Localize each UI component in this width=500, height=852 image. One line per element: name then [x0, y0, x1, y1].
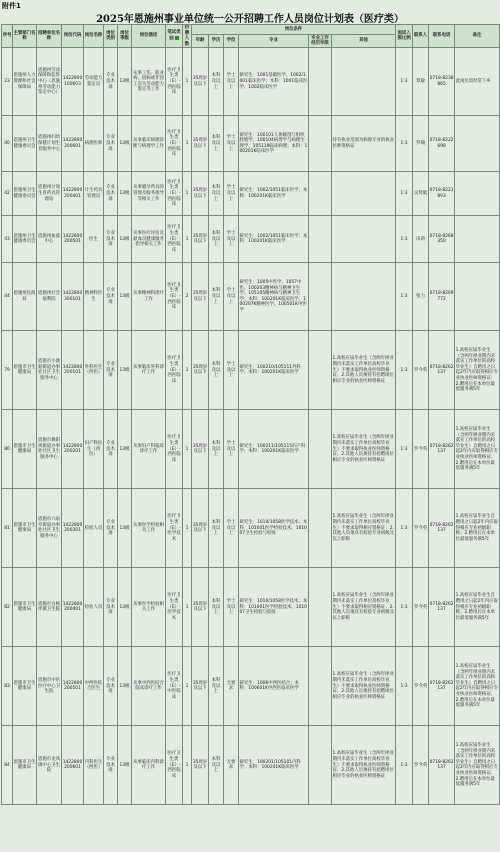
cell-exp — [309, 48, 332, 116]
cell-age: 35周岁及以下 — [192, 489, 209, 568]
cell-remark: 1.高校应届毕业生（含两年择业期内未落实工作单位的高校毕业生）自聘用之日起2年内应取得相应专业执业医师资格证；2.聘用后在本单位最低服务满5年 — [455, 331, 500, 410]
cell-unit: 恩施市六角亭街道办事处社区卫生服务中心 — [37, 489, 62, 568]
cell-contact: 吴贤破 — [413, 172, 429, 216]
table-row — [2, 568, 500, 647]
cell-seq: 23 — [2, 48, 13, 116]
cell-post-name: 病理医师 — [84, 116, 104, 172]
cell-agency: 恩施州卫生健康委员会 — [13, 216, 37, 263]
cell-other: 持有执业范围为病理专业的执业医师资格证 — [332, 116, 396, 172]
cell-other: 1.高校应届毕业生（含两年择业期内未落实工作单位高校毕业生）不要求取得执业医师资格证；2.其他人员须持有招聘岗位相应专业的执业医师资格证 — [332, 647, 396, 726]
cell-seq: 82 — [2, 568, 13, 647]
cell-unit: 恩施州计划生育药具管理站 — [37, 172, 62, 216]
cell-exp — [309, 116, 332, 172]
cell-post-code: 1422800200401 — [62, 172, 84, 216]
table-row — [2, 116, 500, 172]
cell-phone: 0718-8262137 — [429, 331, 455, 410]
cell-remark — [455, 216, 500, 263]
cell-post-cat: 专业技术岗 — [104, 568, 118, 647]
cell-edu: 本科及以上 — [209, 263, 224, 331]
header-post-level: 岗位等级 — [118, 25, 132, 48]
header-agency: 主管部门名称 — [13, 25, 37, 48]
cell-ratio: 1:3 — [396, 116, 413, 172]
table-row — [2, 726, 500, 805]
cell-exam-cat: 医疗卫生类（E）-医学技术 — [166, 568, 183, 647]
cell-age: 35周岁及以下 — [192, 331, 209, 410]
cell-edu: 本科及以上 — [209, 216, 224, 263]
cell-degree: 学士及以上 — [224, 48, 239, 116]
cell-seq: 44 — [2, 263, 13, 331]
cell-desc: 从事医疗评估及献血员健康服务指导相关工作 — [132, 216, 166, 263]
cell-remark: 1.高校应届毕业生自聘用之日起2年内应取得相应专业初级职称；2.聘用后在本单位最低服务满5年 — [455, 489, 500, 568]
cell-contact: 罗今英 — [413, 410, 429, 489]
cell-unit: 恩施市中医医疗中心卫生院 — [37, 647, 62, 726]
cell-post-code: 1422800200601 — [62, 726, 84, 805]
cell-agency: 恩施市卫生健康局 — [13, 489, 37, 568]
cell-degree: 无要求 — [224, 726, 239, 805]
cell-age: 35周岁及以下 — [192, 172, 209, 216]
cell-seq: 79 — [2, 331, 13, 410]
cell-post-level: 13级 — [118, 331, 132, 410]
cell-post-code: 1422800200501 — [62, 647, 84, 726]
cell-post-level: 13级 — [118, 726, 132, 805]
cell-count: 1 — [183, 726, 192, 805]
cell-agency: 恩施市卫生健康局 — [13, 568, 37, 647]
cell-phone: 0718-8262137 — [429, 726, 455, 805]
cell-post-name: 检验人员 — [84, 489, 104, 568]
header-phone: 联系电话 — [429, 25, 455, 48]
cell-contact: 罗今英 — [413, 568, 429, 647]
cell-exam-cat: 医疗卫生类（E）-西医临床 — [166, 410, 183, 489]
cell-remark: 1.高校应届毕业生（含两年择业期内未落实工作单位的高校毕业生）自聘用之日起2年内应取得相应专业执业医师资格证；2.聘用后在本单位最低服务满5年 — [455, 726, 500, 805]
cell-count: 1 — [183, 48, 192, 116]
cell-count: 1 — [183, 410, 192, 489]
cell-exam-cat: 医疗卫生类（E）-医学技术 — [166, 489, 183, 568]
table-row — [2, 489, 500, 568]
cell-seq: 84 — [2, 726, 13, 805]
cell-age: 35周岁及以下 — [192, 48, 209, 116]
cell-phone: 0718-8222698 — [429, 116, 455, 172]
cell-exp — [309, 726, 332, 805]
cell-post-code: 1422800200101 — [62, 331, 84, 410]
header-exp: 专业工作经历年限 — [309, 34, 332, 47]
cell-phone: 0718-8269772 — [429, 263, 455, 331]
cell-major: 研究生：1010/1058医学技术；本科：101001医学检验技术、101007卫生检验与检疫 — [239, 489, 309, 568]
cell-remark: 1.高校应届毕业生（含两年择业期内未落实工作单位的高校毕业生）自聘用之日起2年内应取得相应专业执业医师资格证；2.聘用后在本单位最低服务满5年 — [455, 410, 500, 489]
cell-desc: 从事医学检验相关工作 — [132, 489, 166, 568]
cell-phone: 0718-8262137 — [429, 647, 455, 726]
table-row — [2, 48, 500, 116]
cell-desc: 从事工伤、职业病、因病或非因工丧失劳动能力鉴定等工作 — [132, 48, 166, 116]
cell-seq: 42 — [2, 172, 13, 216]
cell-exam-cat: 医疗卫生类（E）-西医临床 — [166, 331, 183, 410]
cell-major: 研究生：1010/1058医学技术；本科：101001医学检验技术、101007卫生检验与检疫 — [239, 568, 309, 647]
cell-post-name: 劳动能力鉴定员 — [84, 48, 104, 116]
cell-age: 35周岁及以下 — [192, 116, 209, 172]
cell-desc: 从事医学检验相关工作 — [132, 568, 166, 647]
cell-post-cat: 专业技术岗 — [104, 116, 118, 172]
cell-phone: 0718-8262137 — [429, 410, 455, 489]
cell-post-level: 13级 — [118, 216, 132, 263]
cell-remark: 1.高校应届毕业生（含两年择业期内未落实工作单位的高校毕业生）自聘用之日起2年内应取得相应专业执业医师资格证；2.聘用后在本单位最低服务满5年 — [455, 647, 500, 726]
cell-contact: 覃敏 — [413, 48, 429, 116]
cell-exam-cat: 医疗卫生类（E）-中医临床 — [166, 647, 183, 726]
cell-exam-cat: 医疗卫生类（E）-西医临床 — [166, 172, 183, 216]
cell-age: 35周岁及以下 — [192, 263, 209, 331]
cell-post-cat: 专业技术岗 — [104, 489, 118, 568]
cell-other: 1.高校应届毕业生（含两年择业期内未落实工作单位高校毕业生）不要求取得执业医师资格证；2.其他人员须持有招聘岗位相应专业的执业医师资格证 — [332, 331, 396, 410]
cell-phone: 0718-8262137 — [429, 489, 455, 568]
cell-post-code: 1422800200401 — [62, 568, 84, 647]
cell-agency: 恩施州民政局 — [13, 263, 37, 331]
cell-post-code: 1422800100603 — [62, 48, 84, 116]
cell-other — [332, 216, 396, 263]
header-count: 招聘人数 — [183, 25, 192, 48]
cell-agency: 恩施市卫生健康局 — [13, 331, 37, 410]
cell-contact: 罗今英 — [413, 726, 429, 805]
cell-count: 2 — [183, 263, 192, 331]
cell-seq: 83 — [2, 647, 13, 726]
header-seq: 序号 — [2, 25, 13, 48]
cell-count: 1 — [183, 568, 192, 647]
cell-post-cat: 专业技术岗 — [104, 331, 118, 410]
cell-exp — [309, 216, 332, 263]
table-row — [2, 331, 500, 410]
cell-post-cat: 专业技术岗 — [104, 172, 118, 216]
cell-major: 研究生：1006中西医结合；本科：100601K中西医临床医学 — [239, 647, 309, 726]
header-post-cat: 岗位类别 — [104, 25, 118, 48]
cell-edu: 本科及以上 — [209, 568, 224, 647]
cell-remark — [455, 263, 500, 331]
cell-post-code: 1422800200301 — [62, 489, 84, 568]
cell-other — [332, 263, 396, 331]
cell-post-level: 13级 — [118, 410, 132, 489]
cell-seq: 43 — [2, 216, 13, 263]
table-row — [2, 263, 500, 331]
cell-post-level: 13级 — [118, 263, 132, 331]
cell-ratio: 1:3 — [396, 48, 413, 116]
cell-degree: 学士及以上 — [224, 172, 239, 216]
cell-exp — [309, 410, 332, 489]
header-contact: 联系人 — [413, 25, 429, 48]
cell-age: 35周岁及以下 — [192, 647, 209, 726]
cell-edu: 本科及以上 — [209, 116, 224, 172]
cell-unit: 恩施市龙凤镇中心卫生院 — [37, 726, 62, 805]
cell-contact: 罗今英 — [413, 331, 429, 410]
cell-contact: 田莉 — [413, 216, 429, 263]
filter-icon[interactable] — [175, 36, 179, 40]
header-exam-cat-label: 笔试类别 — [167, 30, 181, 42]
cell-exam-cat: 医疗卫生类（E）-西医临床 — [166, 263, 183, 331]
cell-age: 35周岁及以下 — [192, 410, 209, 489]
cell-edu: 本科及以上 — [209, 726, 224, 805]
cell-exp — [309, 489, 332, 568]
cell-count: 1 — [183, 216, 192, 263]
cell-agency: 恩施州卫生健康委员会 — [13, 172, 37, 216]
cell-other: 1.高校应届毕业生（含两年择业期内未落实工作单位高校毕业生）不要求取得执业医师资格证；2.其他人员须持有招聘岗位相应专业的执业医师资格证 — [332, 726, 396, 805]
cell-post-level: 13级 — [118, 489, 132, 568]
cell-exp — [309, 647, 332, 726]
cell-degree: 学士及以上 — [224, 116, 239, 172]
cell-degree: 学士及以上 — [224, 331, 239, 410]
cell-remark — [455, 172, 500, 216]
cell-major: 研究生：1002/1051临床医学；本科：100201K临床医学 — [239, 172, 309, 216]
cell-age: 35周岁及以下 — [192, 216, 209, 263]
cell-agency: 恩施州卫生健康委员会 — [13, 116, 37, 172]
cell-post-level: 13级 — [118, 568, 132, 647]
cell-post-level: 13级 — [118, 647, 132, 726]
cell-degree: 学士及以上 — [224, 489, 239, 568]
cell-desc: 从事避孕药具的管理及服务指导等相关工作 — [132, 172, 166, 216]
cell-post-name: 外科医生（西医） — [84, 331, 104, 410]
cell-edu: 本科及以上 — [209, 410, 224, 489]
cell-other: 1.高校应届毕业生（含两年择业期内未落实工作单位高校毕业生）不要求取得相应资格证；2.其他人员须具有检验专业初级及以上职称 — [332, 568, 396, 647]
cell-ratio: 1:3 — [396, 263, 413, 331]
cell-phone: 0718-8238865 — [429, 48, 455, 116]
cell-exam-cat: 医疗卫生类（E）-西医临床 — [166, 726, 183, 805]
cell-post-name: 检验人员 — [84, 568, 104, 647]
cell-degree: 学士及以上 — [224, 568, 239, 647]
cell-other: 1.高校应届毕业生（含两年择业期内未落实工作单位高校毕业生）不要求取得执业医师资格证；2.其他人员须持有招聘岗位相应专业的执业医师资格证 — [332, 410, 396, 489]
cell-remark: 此岗位需经常下乡 — [455, 48, 500, 116]
cell-post-name: 医生 — [84, 216, 104, 263]
cell-ratio: 1:3 — [396, 410, 413, 489]
table-row — [2, 410, 500, 489]
cell-remark: 1.高校应届毕业生自聘用之日起2年内应取得相应专业初级职称；2.聘用后在本单位最低服务满5年 — [455, 568, 500, 647]
cell-other — [332, 172, 396, 216]
cell-post-code: 1422800300101 — [62, 263, 84, 331]
cell-unit: 恩施市白杨坪镇卫生院 — [37, 568, 62, 647]
cell-count: 1 — [183, 172, 192, 216]
cell-desc: 从事临床病理诊断与病理学工作 — [132, 116, 166, 172]
header-conditions: 岗位条件 — [192, 25, 396, 35]
cell-phone: 0718-8262137 — [429, 568, 455, 647]
table-row — [2, 647, 500, 726]
table-row — [2, 172, 500, 216]
cell-major: 研究生：100201/105101内科学；本科：100201K临床医学 — [239, 726, 309, 805]
cell-agency: 恩施市卫生健康局 — [13, 410, 37, 489]
header-age: 年龄 — [192, 34, 209, 47]
cell-ratio: 1:3 — [396, 726, 413, 805]
cell-exp — [309, 331, 332, 410]
cell-post-name: 精神科医生 — [84, 263, 104, 331]
cell-desc: 从事临床外科诊疗工作 — [132, 331, 166, 410]
cell-other: 1.高校应届毕业生（含两年择业期内未落实工作单位高校毕业生）不要求取得相应资格证；2.其他人员须具有检验专业初级及以上职称 — [332, 489, 396, 568]
cell-remark — [455, 116, 500, 172]
cell-ratio: 1:3 — [396, 647, 413, 726]
cell-major: 研究生：100101人体解剖与组织胚胎学、100104病理学与病理生理学、105119临床病理；本科：100201K临床医学 — [239, 116, 309, 172]
cell-post-name: 中西医结合医生 — [84, 647, 104, 726]
cell-age: 35周岁及以下 — [192, 568, 209, 647]
cell-count: 1 — [183, 647, 192, 726]
cell-unit: 恩施市舞阳坝街道办事处社区卫生服务中心 — [37, 410, 62, 489]
page-title: 2025年恩施州事业单位统一公开招聘工作人员岗位计划表（医疗类） — [96, 14, 404, 25]
cell-post-level: 13级 — [118, 172, 132, 216]
cell-post-code: 1422800200601 — [62, 116, 84, 172]
cell-post-level: 13级 — [118, 116, 132, 172]
cell-major: 研究生：100211/105115妇产科学；本科：100201K临床医学 — [239, 410, 309, 489]
cell-exp — [309, 568, 332, 647]
header-remark: 备注 — [455, 25, 500, 48]
cell-count: 1 — [183, 331, 192, 410]
table-row — [2, 216, 500, 263]
header-major: 专业 — [239, 34, 309, 47]
cell-major: 研究生：1002/1051临床医学；本科：100201K临床医学 — [239, 216, 309, 263]
cell-post-cat: 专业技术岗 — [104, 410, 118, 489]
cell-age: 35周岁及以下 — [192, 726, 209, 805]
header-degree: 学位 — [224, 34, 239, 47]
cell-desc: 从事临床内科诊疗工作 — [132, 726, 166, 805]
cell-edu: 本科及以上 — [209, 489, 224, 568]
cell-contact: 罗今英 — [413, 489, 429, 568]
cell-other — [332, 48, 396, 116]
header-exam-cat[interactable] — [166, 25, 183, 48]
cell-phone: 0718-8221893 — [429, 172, 455, 216]
cell-ratio: 1:3 — [396, 216, 413, 263]
cell-degree: 学士及以上 — [224, 410, 239, 489]
cell-unit: 恩施州妇幼保健计划生育服务中心 — [37, 116, 62, 172]
cell-agency: 恩施市卫生健康局 — [13, 647, 37, 726]
cell-post-cat: 专业技术岗 — [104, 216, 118, 263]
cell-edu: 本科及以上 — [209, 647, 224, 726]
cell-exam-cat: 医疗卫生类（E）-西医临床 — [166, 216, 183, 263]
header-desc: 岗位描述 — [132, 25, 166, 48]
cell-exam-cat: 医疗卫生类（E）-西医临床 — [166, 48, 183, 116]
cell-phone: 0718-8268350 — [429, 216, 455, 263]
cell-seq: 80 — [2, 410, 13, 489]
cell-degree: 无要求 — [224, 647, 239, 726]
cell-exp — [309, 172, 332, 216]
cell-ratio: 1:3 — [396, 172, 413, 216]
cell-major: 研究生：1001基础医学、1002/1001临床医学；本科：1001临床医学、1002临床医学 — [239, 48, 309, 116]
cell-unit: 恩施州血液中心 — [37, 216, 62, 263]
cell-contact: 罗翰 — [413, 116, 429, 172]
cell-unit: 恩施州社会福利院 — [37, 263, 62, 331]
cell-unit: 恩施市小渡船街道办事处社区卫生服务中心 — [37, 331, 62, 410]
cell-ratio: 1:3 — [396, 568, 413, 647]
cell-post-cat: 专业技术岗 — [104, 647, 118, 726]
cell-unit: 恩施州劳动保障和监察中心（恩施州劳动能力鉴定中心） — [37, 48, 62, 116]
header-post-name: 岗位名称 — [84, 25, 104, 48]
cell-post-cat: 专业技术岗 — [104, 263, 118, 331]
cell-major: 研究生：1005中医学、1057中医、100203精神病与精神卫生学、105105精神病与精神卫生学；本科：100201K临床医学、100207K精神医学、100501K中医学 — [239, 263, 309, 331]
cell-contact: 罗今英 — [413, 647, 429, 726]
cell-post-cat: 专业技术岗 — [104, 48, 118, 116]
cell-ratio: 1:3 — [396, 489, 413, 568]
attachment-label: 附件1 — [2, 2, 21, 10]
cell-post-cat: 专业技术岗 — [104, 726, 118, 805]
cell-count: 1 — [183, 489, 192, 568]
cell-seq: 40 — [2, 116, 13, 172]
cell-degree: 学士及以上 — [224, 216, 239, 263]
cell-agency: 恩施市卫生健康局 — [13, 726, 37, 805]
cell-ratio: 1:3 — [396, 331, 413, 410]
cell-exam-cat: 医疗卫生类（E）-西医临床 — [166, 116, 183, 172]
header-ratio: 面试入围比例 — [396, 25, 413, 48]
header-other: 其他 — [332, 34, 396, 47]
cell-degree: 学士及以上 — [224, 263, 239, 331]
cell-post-name: 妇产科医生（西医） — [84, 410, 104, 489]
table-body — [2, 48, 500, 805]
cell-edu: 本科及以上 — [209, 48, 224, 116]
header-post-code: 岗位代码 — [62, 25, 84, 48]
cell-exp — [309, 263, 332, 331]
cell-post-name: 内科医生（西医） — [84, 726, 104, 805]
cell-seq: 81 — [2, 489, 13, 568]
cell-contact: 张力 — [413, 263, 429, 331]
cell-desc: 从事精神科诊疗工作 — [132, 263, 166, 331]
cell-post-code: 1422800200501 — [62, 216, 84, 263]
cell-post-code: 1422800200201 — [62, 410, 84, 489]
cell-count: 1 — [183, 116, 192, 172]
header-unit: 招聘单位名称 — [37, 25, 62, 48]
recruitment-table — [1, 24, 500, 805]
cell-desc: 从事妇产科临床诊疗工作 — [132, 410, 166, 489]
header-edu: 学历 — [209, 34, 224, 47]
cell-post-level: 13级 — [118, 48, 132, 116]
cell-desc: 从事中西医结合临床诊疗工作 — [132, 647, 166, 726]
cell-major: 研究生：100210/105111外科学；本科：100201K临床医学 — [239, 331, 309, 410]
cell-agency: 恩施州人力资源和社会保障局 — [13, 48, 37, 116]
cell-edu: 本科及以上 — [209, 331, 224, 410]
cell-edu: 本科及以上 — [209, 172, 224, 216]
cell-post-name: 计生药具管理员 — [84, 172, 104, 216]
